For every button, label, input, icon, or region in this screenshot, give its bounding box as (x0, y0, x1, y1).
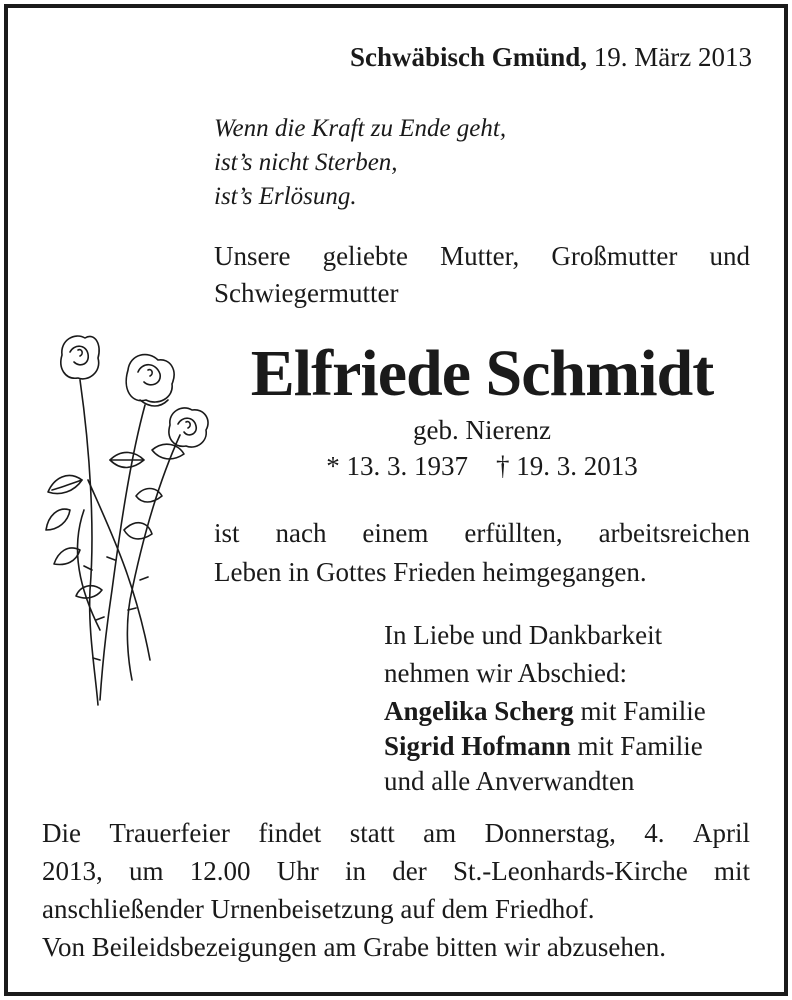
word: am (423, 818, 457, 848)
life-dates (214, 448, 750, 484)
word: Donnerstag, (484, 818, 616, 848)
word: 4. (644, 818, 665, 848)
word: Trauerfeier (109, 818, 230, 848)
ceremony-info (42, 814, 750, 928)
mourners-list (384, 694, 706, 799)
word: erfüllten, (464, 518, 563, 548)
quote-line: Wenn die Kraft zu Ende geht, (214, 115, 507, 142)
birth-date: * 13. 3. 1937 (326, 451, 468, 481)
thanks-line: nehmen wir Abschied: (384, 658, 627, 688)
word: nach (275, 518, 327, 548)
word: April (692, 818, 750, 848)
word: statt (349, 818, 395, 848)
mourner-suffix: mit Familie (573, 696, 706, 726)
word: Großmutter (551, 241, 678, 271)
word: Mutter, (440, 241, 520, 271)
intro-line: Schwiegermutter (214, 278, 399, 308)
word: ist (214, 518, 240, 548)
quote-line: ist’s nicht Sterben, (214, 149, 398, 176)
thanks-line: In Liebe und Dankbarkeit (384, 620, 663, 650)
ceremony-line-justified (42, 852, 750, 890)
life-text (214, 514, 750, 592)
mourner (384, 729, 706, 764)
word: St.-Leonhards-Kirche (453, 856, 688, 886)
word: 2013, (42, 856, 103, 886)
ceremony-line: anschließender Urnenbeisetzung auf dem Friedhof. (42, 894, 595, 924)
word: und (709, 241, 750, 271)
place-name: Schwäbisch Gmünd, (349, 42, 588, 72)
maiden-name: geb. Nierenz (413, 415, 551, 445)
word: der (392, 856, 427, 886)
word: 12.00 (189, 856, 251, 886)
word: um (129, 856, 164, 886)
intro-text (214, 238, 750, 312)
word: Die (42, 818, 81, 848)
life-line: Leben in Gottes Frieden heimgegangen. (214, 557, 647, 587)
word: Unsere (214, 241, 291, 271)
closing-note: Von Beileidsbezeigungen am Grabe bitten wir abzusehen. (42, 932, 667, 962)
life-line-justified (214, 514, 750, 553)
ceremony-line-justified (42, 814, 750, 852)
thanks-text (384, 616, 662, 692)
word: geliebte (322, 241, 409, 271)
roses-icon (40, 330, 220, 710)
quote-line: ist’s Erlösung. (214, 183, 357, 210)
word: findet (258, 818, 322, 848)
mourner (384, 694, 706, 729)
place-date-line (350, 42, 752, 73)
word: mit (713, 856, 750, 886)
deceased-name: Elfriede Schmidt (250, 337, 714, 410)
intro-line-justified (214, 238, 750, 275)
memorial-quote (214, 112, 506, 214)
relatives-line: und alle Anverwandten (384, 766, 635, 796)
word: arbeitsreichen (598, 518, 750, 548)
word: einem (362, 518, 429, 548)
death-date: † 19. 3. 2013 (496, 451, 638, 481)
mourner-suffix: mit Familie (570, 731, 703, 761)
word: in (345, 856, 367, 886)
mourner-name: Angelika Scherg (384, 696, 574, 726)
word: Uhr (276, 856, 319, 886)
notice-date: 19. März 2013 (593, 42, 752, 72)
mourner-name: Sigrid Hofmann (384, 731, 571, 761)
